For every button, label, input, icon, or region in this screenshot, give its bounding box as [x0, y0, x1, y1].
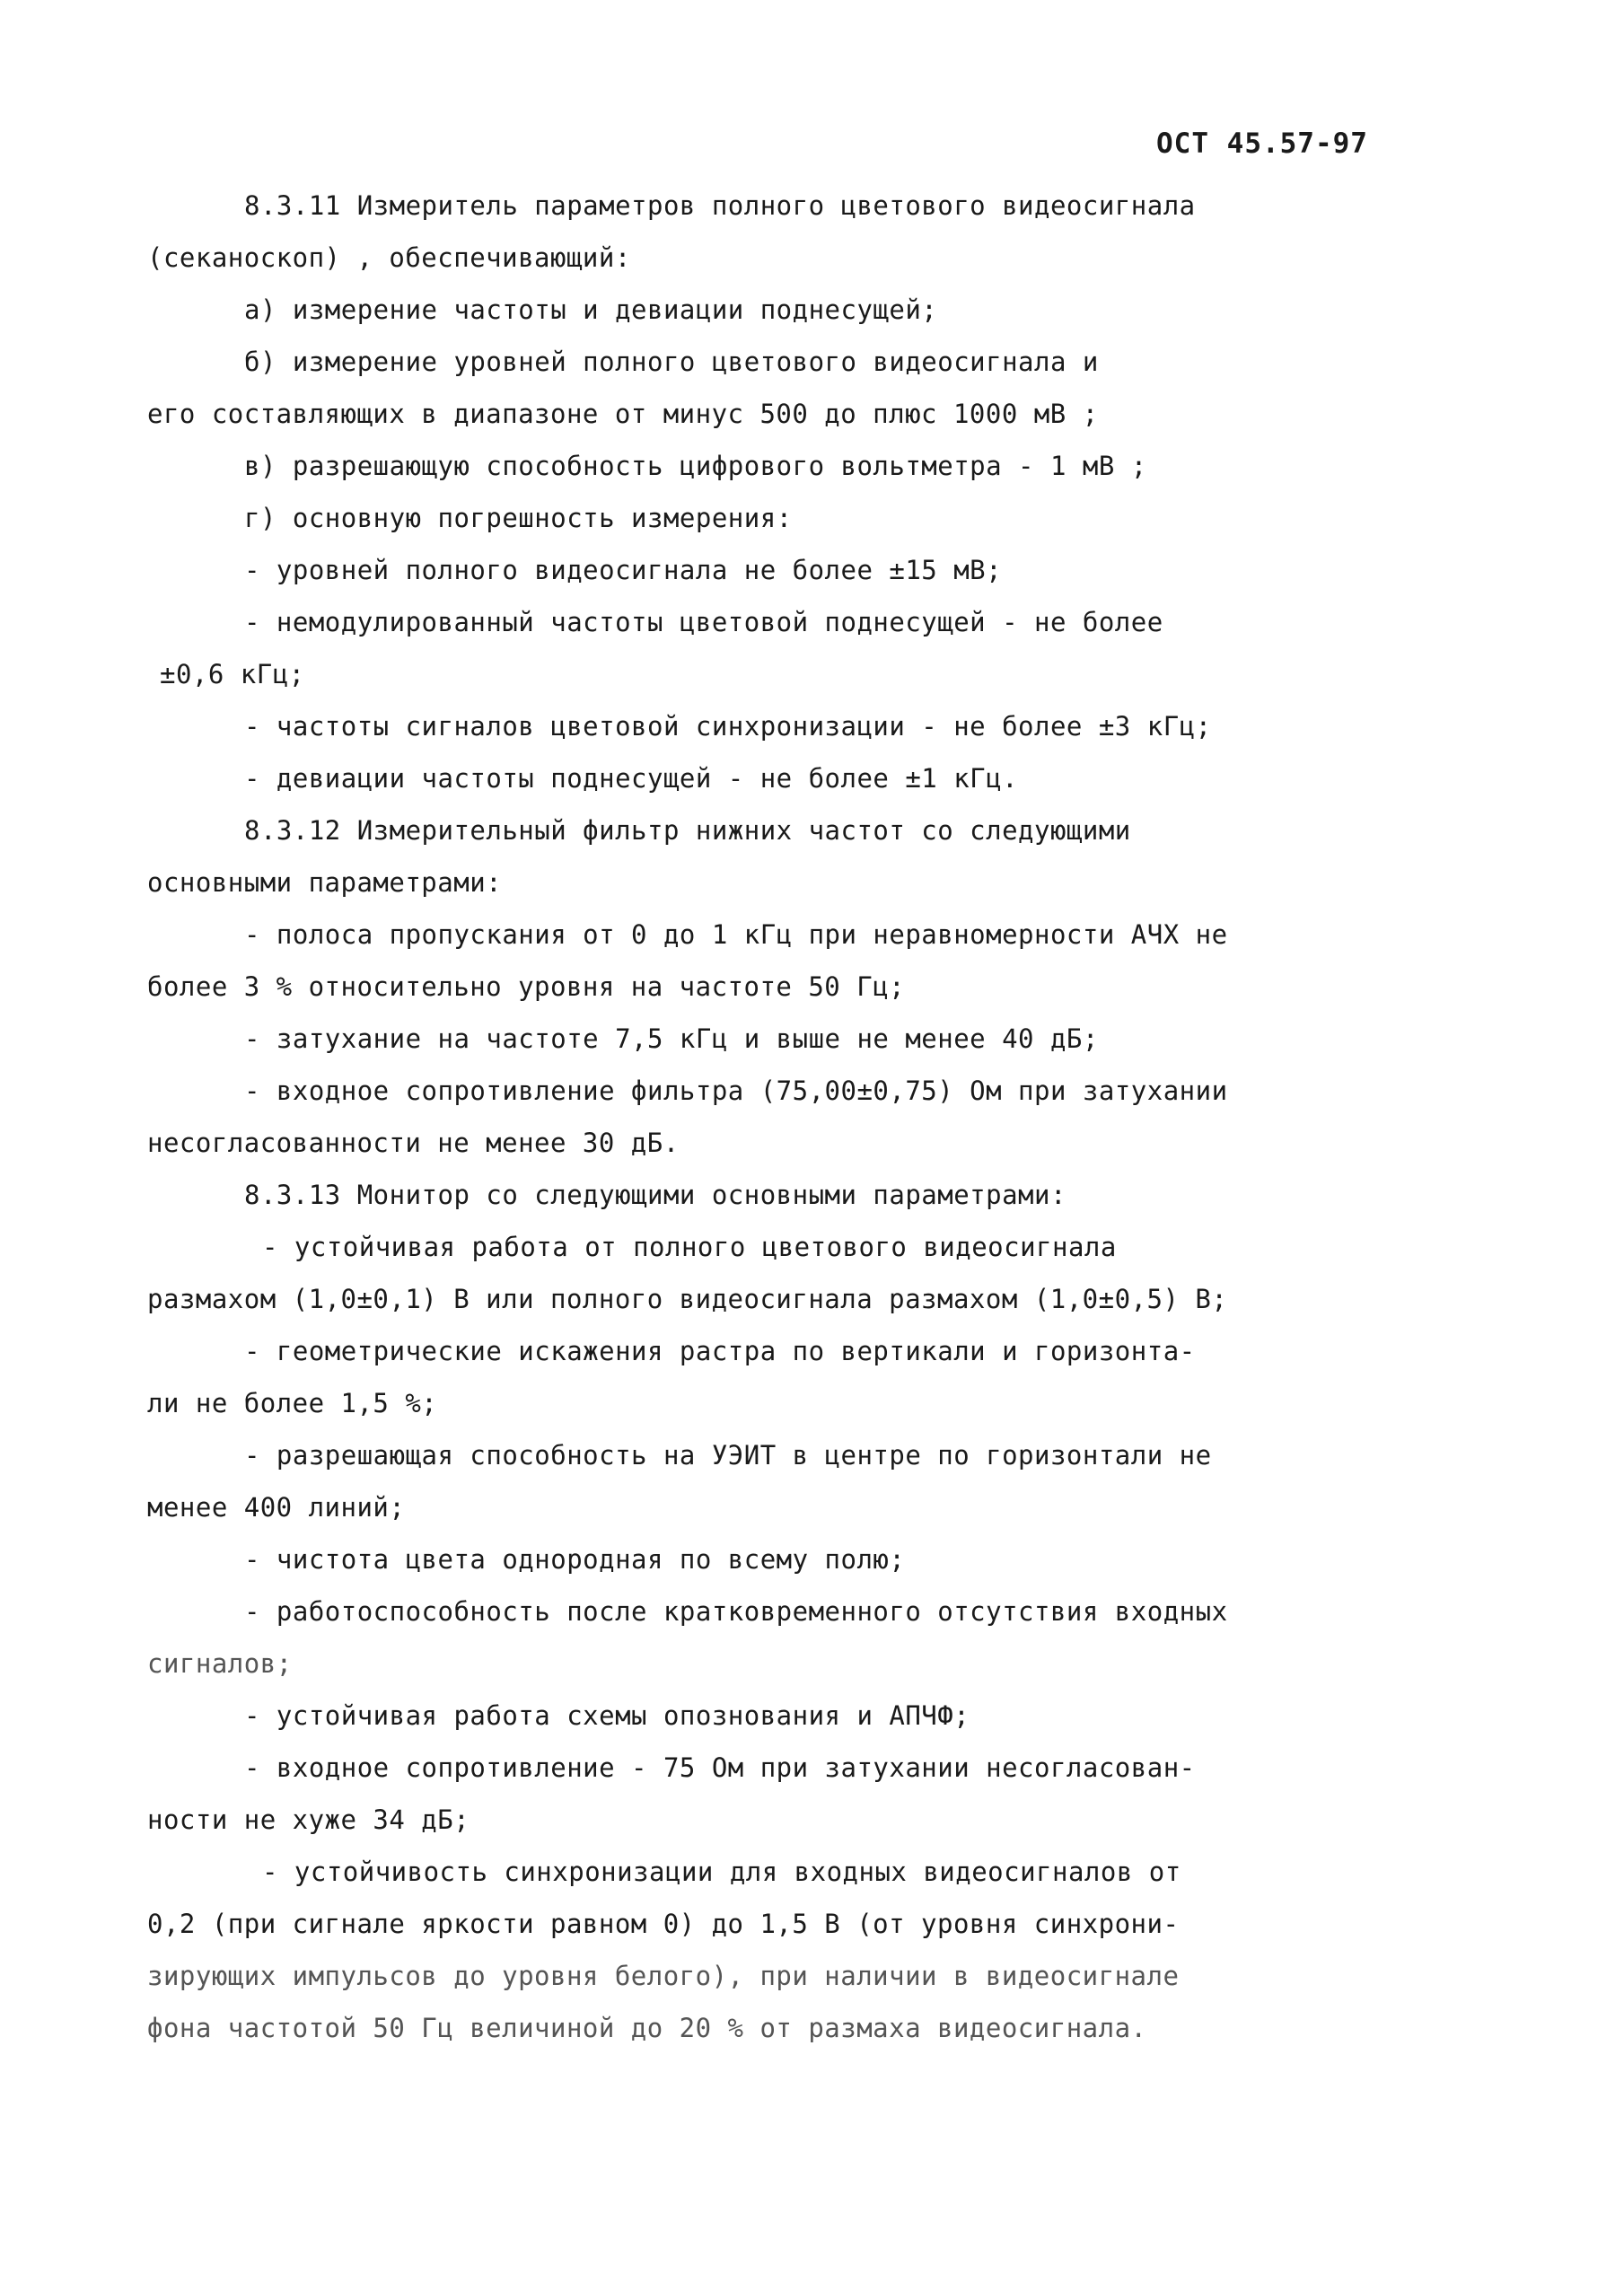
section-8-3-11-title: 8.3.11 Измеритель параметров полного цветового видеосигнала [244, 190, 1196, 221]
item-g-subcarrier-cont: ±0,6 кГц; [160, 659, 305, 689]
filter-passband: - полоса пропускания от 0 до 1 кГц при неравномерности АЧХ не [244, 919, 1228, 950]
item-v: в) разрешающую способность цифрового вольтметра - 1 мВ ; [244, 451, 1147, 481]
monitor-sync-stability-cont-3: фона частотой 50 Гц величиной до 20 % от размаха видеосигнала. [147, 2013, 1147, 2043]
monitor-resolution-cont: менее 400 линий; [147, 1492, 406, 1523]
item-g-sync: - частоты сигналов цветовой синхронизации - не более ±3 кГц; [244, 711, 1212, 742]
monitor-recovery-cont: сигналов; [147, 1648, 293, 1679]
monitor-geometric-distortion-cont: ли не более 1,5 %; [147, 1388, 438, 1418]
section-8-3-13-title: 8.3.13 Монитор со следующими основными параметрами: [244, 1180, 1067, 1210]
item-b-cont: его составляющих в диапазоне от минус 500 до плюс 1000 мВ ; [147, 399, 1099, 429]
document-header: ОСТ 45.57-97 [1156, 127, 1368, 160]
monitor-identification: - устойчивая работа схемы опознования и АПЧФ; [244, 1700, 970, 1731]
monitor-sync-stability: - устойчивость синхронизации для входных видеосигналов от [262, 1857, 1181, 1887]
monitor-stable-operation: - устойчивая работа от полного цветового видеосигнала [262, 1232, 1117, 1262]
section-8-3-12-title-cont: основными параметрами: [147, 867, 503, 898]
filter-attenuation: - затухание на частоте 7,5 кГц и выше не менее 40 дБ; [244, 1023, 1099, 1054]
item-a: а) измерение частоты и девиации поднесущей; [244, 294, 938, 325]
monitor-color-purity: - чистота цвета однородная по всему полю; [244, 1544, 906, 1575]
monitor-recovery: - работоспособность после кратковременного отсутствия входных [244, 1596, 1228, 1627]
monitor-stable-operation-cont: размахом (1,0±0,1) В или полного видеосигнала размахом (1,0±0,5) В; [147, 1284, 1228, 1314]
item-g-levels: - уровней полного видеосигнала не более ±15 мВ; [244, 555, 1003, 585]
monitor-resolution: - разрешающая способность на УЭИТ в центре по горизонтали не [244, 1440, 1212, 1471]
section-8-3-11-title-cont: (секаноскоп) , обеспечивающий: [147, 242, 631, 273]
document-body [147, 180, 1458, 2054]
monitor-sync-stability-cont-2: зирующих импульсов до уровня белого), при наличии в видеосигнале [147, 1961, 1180, 1991]
item-g-subcarrier: - немодулированный частоты цветовой поднесущей - не более [244, 607, 1163, 637]
item-g-deviation: - девиации частоты поднесущей - не более ±1 кГц. [244, 763, 1019, 794]
filter-impedance: - входное сопротивление фильтра (75,00±0,75) Ом при затухании [244, 1076, 1228, 1106]
section-8-3-12-title: 8.3.12 Измерительный фильтр нижних частот со следующими [244, 815, 1131, 846]
item-b: б) измерение уровней полного цветового видеосигнала и [244, 347, 1099, 377]
item-g: г) основную погрешность измерения: [244, 503, 793, 533]
filter-impedance-cont: несогласованности не менее 30 дБ. [147, 1128, 680, 1158]
monitor-input-impedance-cont: ности не хуже 34 дБ; [147, 1804, 470, 1835]
filter-passband-cont: более 3 % относительно уровня на частоте 50 Гц; [147, 971, 906, 1002]
monitor-input-impedance: - входное сопротивление - 75 Ом при затухании несогласован- [244, 1752, 1196, 1783]
monitor-geometric-distortion: - геометрические искажения растра по вертикали и горизонта- [244, 1336, 1196, 1366]
monitor-sync-stability-cont-1: 0,2 (при сигнале яркости равном 0) до 1,5 В (от уровня синхрони- [147, 1909, 1180, 1939]
